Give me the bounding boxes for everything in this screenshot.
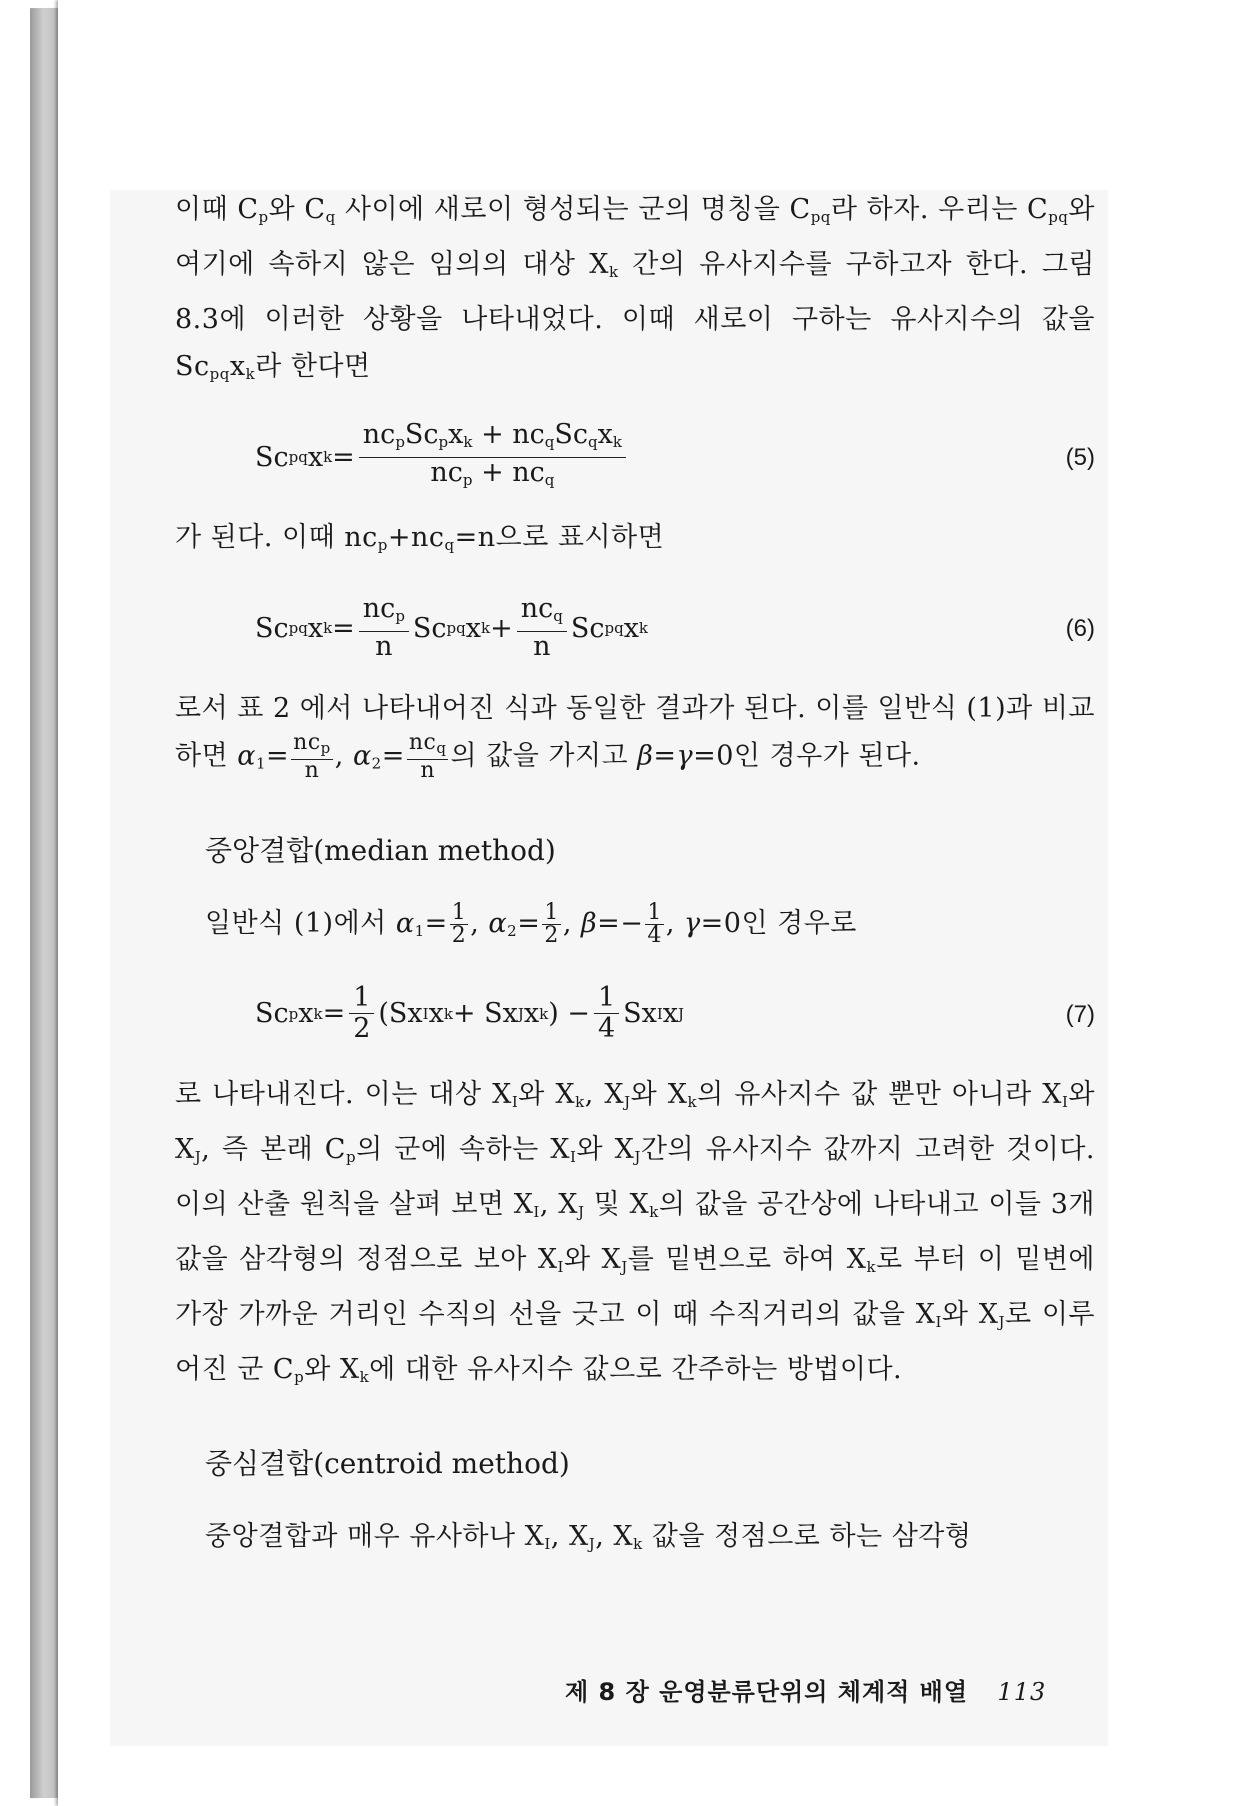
page-number: 113 [997,1678,1047,1706]
equation-7-number: (7) [1065,1000,1095,1028]
equation-5 [175,418,1095,492]
paragraph-median-intro: 일반식 (1)에서 $\alpha_1=$ $\frac{1}{2}$ , $\alpha_2=$ $\frac{1}{2}$ , β=− $\frac{1}{4}$ , γ=0인 경우로 [205,899,857,948]
equation-7-body: Sc p x k = $\frac{1}{2}$ (Sx I x k + Sx J x k ) − $\frac{1}{4}$ Sx I x J [255,982,685,1044]
equation-5-body: Sc pq x k = $\frac{nc_pSc_px_k + nc_qSc_qx_k}{nc_p + nc_q}$ [255,422,630,492]
equation-6-number: (6) [1065,615,1095,642]
page-footer [565,1672,1046,1707]
equation-6-body: Sc pq x k = $\frac{nc_p}{n}$ Sc pq x k + $\frac{nc_q}{n}$ Sc pq x k [255,593,649,662]
equation-6 [175,593,1095,663]
equation-7 [175,979,1095,1049]
equation-5-number: (5) [1065,444,1095,471]
paragraph-2: 가 된다. 이때 $nc_p+nc_q=n$으로 표시하면 [175,522,665,554]
book-spine [30,8,60,1798]
paragraph-1: 이때 $C_p$와 $C_q$ 사이에 새로이 형성되는 군의 명칭을 $C_{pq}$라 하자. 우리는 $C_{pq}$와 여기에 속하지 않은 임의의 대상 $X_k$ 간의 유사지수를 구하고자 한다. 그림 8.3에 이러한 상황을 나타내었다. 이때 새로이 구하는 유사지수의 값을 $Sc_{pq}x_k$라 한다면 [175,194,1096,383]
heading-centroid-method: 중심결합(centroid method) [205,1446,570,1480]
paragraph-4: 로 나타내진다. 이는 대상 $X_I$와 $X_k$, $X_J$와 $X_k$의 유사지수 값 뿐만 아니라 $X_I$와 $X_J$, 즉 본래 $C_p$의 군에 속하는 $X_I$와 $X_J$간의 유사지수 값까지 고려한 것이다. 이의 산출 원칙을 살펴 보면 $X_I$, $X_J$ 및 $X_k$의 값을 공간상에 나타내고 이들 3개 값을 삼각형의 정점으로 보아 $X_I$와 $X_J$를 밑변으로 하여 $X_k$로 부터 이 밑변에 가장 가까운 거리인 수직의 선을 긋고 이 때 수직거리의 값을 $X_I$와 $X_J$로 이루어진 군 $C_p$와 $X_k$에 대한 유사지수 값으로 간주하는 방법이다. [175,1078,1095,1386]
page-content [175,186,1095,1568]
chapter-title: 제 8 장 운영분류단위의 체계적 배열 [565,1678,969,1706]
paragraph-3: 로서 표 2 에서 나타내어진 식과 동일한 결과가 된다. 이를 일반식 (1)과 비교하면 $\alpha_1=$ $\frac{nc_p}{n}$ , $\alpha_2=$ $\frac{nc_q}{n}$ 의 값을 가지고 β=γ=0인 경우가 된다. [175,693,1095,783]
heading-median-method: 중앙결합(median method) [205,833,556,867]
paragraph-5: 중앙결합과 매우 유사하나 $X_I$, $X_J$, $X_k$ 값을 정점으로 하는 삼각형 [205,1520,972,1553]
equation-5-fraction: $\frac{nc_pSc_px_k + nc_qSc_qx_k}{nc_p + nc_q}$ [359,421,626,494]
